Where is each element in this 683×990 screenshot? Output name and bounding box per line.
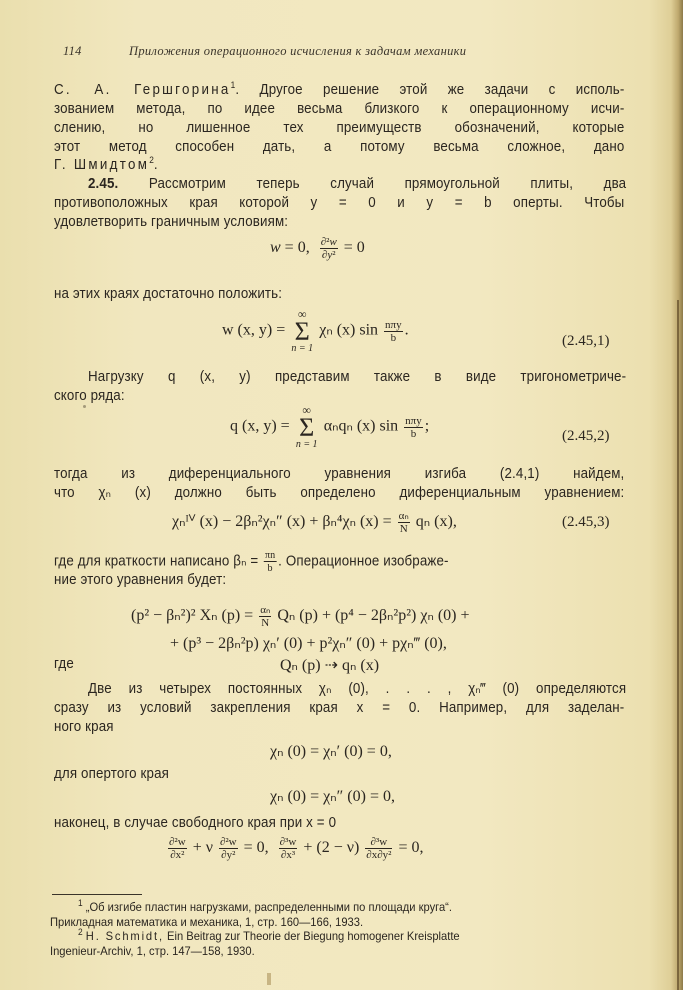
equation-2-45-2: q (x, y) = ∞ Σ n = 1 αₙqₙ (x) sin $\frac{\text{nπy}}{b}$ ; bbox=[230, 403, 430, 450]
paragraph-line: наконец, в случае свободного края при x = 0 bbox=[54, 815, 337, 831]
paragraph-line: ного края bbox=[54, 719, 114, 735]
section-number: 2.45. bbox=[88, 176, 119, 192]
paragraph-line: 2.45. Рассмотрим теперь случай прямоугольной плиты, два bbox=[88, 176, 627, 192]
free-edge-conditions: $\frac{\text{∂²w}}{\text{∂x²}}$ + ν $\frac{\text{∂²w}}{\text{∂y²}}$ = 0, $\frac{\text{∂³w}}{\text{∂x³}}$ + (2 − ν) $\frac{\text{∂³w}}{\text{∂x∂y²}}$ = 0, bbox=[169, 836, 424, 861]
footnote-separator bbox=[52, 894, 142, 895]
author-name: Г. Шмидтом bbox=[54, 157, 150, 173]
print-mark bbox=[267, 973, 271, 985]
paragraph-line: ского ряда: bbox=[54, 388, 125, 404]
clamped-edge-condition: χₙ (0) = χₙ′ (0) = 0, bbox=[270, 743, 392, 760]
running-title: Приложения операционного исчисления к задачам механики bbox=[129, 44, 467, 58]
paragraph-line: слению, но лишенное тех преимуществ обозначений, которые bbox=[54, 120, 625, 136]
page-number: 114 bbox=[63, 44, 82, 58]
author-name: С. А. Гершгорина bbox=[54, 82, 231, 98]
paragraph-line: Нагрузку q (x, y) представим также в виде тригонометриче- bbox=[88, 369, 627, 385]
paragraph-line: Г. Шмидтом$^2$. bbox=[54, 155, 158, 173]
binding-edge-line bbox=[677, 300, 679, 990]
footnote-2-line-1: $^2$ H. Schmidt, Ein Beitrag zur Theorie der Biegung homogener Kreisplatte bbox=[78, 927, 460, 943]
paragraph-line: где для краткости написано βₙ = $\frac{\pi n}{b}$ . Операционное изображе- bbox=[54, 549, 449, 574]
paragraph-line: на этих краях достаточно положить: bbox=[54, 286, 283, 302]
operational-image-line-2: + (p³ − 2βₙ²p) χₙ′ (0) + p²χₙ″ (0) + pχₙ‴ (0), bbox=[170, 635, 447, 652]
summation-sign: ∞ Σ n = 1 bbox=[295, 403, 318, 450]
paragraph-line: что χₙ (x) должно быть определено диференциальным уравнением: bbox=[54, 485, 625, 501]
operational-correspondence: Qₙ (p) ⇢ qₙ (x) bbox=[280, 657, 380, 674]
operational-image-line-1: (p² − βₙ²)² Xₙ (p) = $\frac{\text{αₙ}}{N}$ Qₙ (p) + (p⁴ − 2βₙ²p²) χₙ (0) + bbox=[131, 604, 470, 629]
print-speck bbox=[83, 405, 86, 408]
paragraph-line: сразу из условий закрепления края x = 0. Например, для заделан- bbox=[54, 700, 625, 716]
running-header bbox=[63, 44, 623, 64]
equation-2-45-1: w (x, y) = ∞ Σ n = 1 χₙ (x) sin $\frac{\text{nπy}}{b}$ . bbox=[222, 307, 409, 354]
paragraph-line: этот метод способен дать, а потому весьма сложное, дано bbox=[54, 139, 625, 155]
paragraph-line: противоположных края которой y = 0 и y = b оперты. Чтобы bbox=[54, 195, 625, 211]
equation-number: (2.45,1) bbox=[562, 333, 610, 349]
paragraph-line: зованием метода, по идее весьма близкого к операционному исчи- bbox=[54, 101, 625, 117]
paragraph-line: для опертого края bbox=[54, 766, 170, 782]
paragraph-line: удовлетворить граничным условиям: bbox=[54, 214, 289, 230]
supported-edge-condition: χₙ (0) = χₙ″ (0) = 0, bbox=[270, 788, 395, 805]
footnote-1-line-2: Прикладная математика и механика, 1, стр. 160—166, 1933. bbox=[50, 915, 364, 929]
footnote-ref[interactable]: 1 bbox=[230, 80, 236, 91]
equation-2-45-3: χₙᴵⱽ (x) − 2βₙ²χₙ″ (x) + βₙ⁴χₙ (x) = $\frac{\text{αₙ}}{N}$ qₙ (x), bbox=[172, 510, 457, 535]
boundary-condition-formula: w = 0, $\frac{\text{∂²w}}{\text{∂y²}}$ = 0 bbox=[270, 236, 365, 261]
footnote-1-line-1: $^1$ „Об изгибе пластин нагрузками, распределенными по площади круга“. bbox=[78, 898, 453, 914]
equation-number: (2.45,2) bbox=[562, 428, 610, 444]
footnote-2-line-2: Ingenieur-Archiv, 1, стр. 147—158, 1930. bbox=[50, 944, 255, 958]
where-label: где bbox=[54, 656, 74, 672]
paragraph-line: С. А. Гершгорина$^1$. Другое решение этой же задачи с исполь- bbox=[54, 80, 625, 98]
equation-number: (2.45,3) bbox=[562, 514, 610, 530]
paragraph-line: Две из четырех постоянных χₙ (0), . . . , χₙ‴ (0) определяются bbox=[88, 681, 627, 697]
footnote-ref[interactable]: 2 bbox=[149, 155, 154, 166]
paragraph-line: тогда из диференциального уравнения изгиба (2.4,1) найдем, bbox=[54, 466, 625, 482]
paragraph-line: ние этого уравнения будет: bbox=[54, 572, 227, 588]
summation-sign: ∞ Σ n = 1 bbox=[291, 307, 314, 354]
